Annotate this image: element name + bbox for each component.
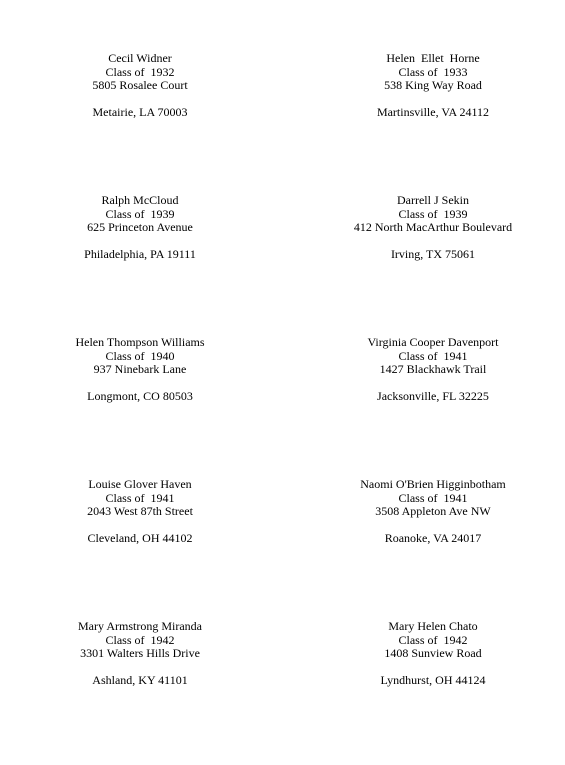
city-state-zip: Lyndhurst, OH 44124 bbox=[380, 673, 486, 687]
label-spacer bbox=[0, 519, 280, 533]
street-address: 2043 West 87th Street bbox=[87, 504, 193, 518]
class-year: Class of 1933 bbox=[398, 64, 468, 79]
class-year: Class of 1939 bbox=[398, 206, 468, 221]
recipient-name: Helen Ellet Horne bbox=[386, 51, 480, 65]
recipient-name: Mary Helen Chato bbox=[388, 619, 478, 633]
class-year: Class of 1932 bbox=[105, 64, 175, 79]
recipient-name: Helen Thompson Williams bbox=[75, 335, 205, 349]
street-address: 1408 Sunview Road bbox=[384, 646, 482, 660]
address-label bbox=[293, 478, 565, 546]
street-address: 1427 Blackhawk Trail bbox=[379, 362, 487, 376]
address-label bbox=[293, 620, 565, 688]
label-spacer bbox=[293, 661, 565, 675]
address-label bbox=[293, 194, 565, 262]
class-year: Class of 1940 bbox=[105, 348, 175, 363]
street-address: 412 North MacArthur Boulevard bbox=[353, 220, 513, 234]
class-year: Class of 1942 bbox=[105, 632, 175, 647]
city-state-zip: Roanoke, VA 24017 bbox=[384, 531, 482, 545]
recipient-name: Virginia Cooper Davenport bbox=[367, 335, 499, 349]
recipient-name: Mary Armstrong Miranda bbox=[78, 619, 202, 633]
label-spacer bbox=[293, 235, 565, 249]
address-label bbox=[0, 620, 280, 688]
street-address: 3301 Walters Hills Drive bbox=[80, 646, 200, 660]
recipient-name: Cecil Widner bbox=[108, 51, 172, 65]
label-spacer bbox=[0, 93, 280, 107]
city-state-zip: Ashland, KY 41101 bbox=[92, 673, 188, 687]
label-spacer bbox=[0, 235, 280, 249]
class-year: Class of 1941 bbox=[398, 348, 468, 363]
address-label bbox=[293, 336, 565, 404]
address-label bbox=[0, 478, 280, 546]
label-spacer bbox=[0, 377, 280, 391]
address-label bbox=[293, 52, 565, 120]
address-label bbox=[0, 336, 280, 404]
street-address: 625 Princeton Avenue bbox=[87, 220, 193, 234]
class-year: Class of 1941 bbox=[398, 490, 468, 505]
address-label bbox=[0, 52, 280, 120]
street-address: 5805 Rosalee Court bbox=[92, 78, 188, 92]
city-state-zip: Martinsville, VA 24112 bbox=[376, 105, 490, 119]
recipient-name: Darrell J Sekin bbox=[397, 193, 469, 207]
city-state-zip: Jacksonville, FL 32225 bbox=[377, 389, 489, 403]
label-spacer bbox=[293, 93, 565, 107]
label-spacer bbox=[293, 519, 565, 533]
label-spacer bbox=[0, 661, 280, 675]
label-spacer bbox=[293, 377, 565, 391]
recipient-name: Naomi O'Brien Higginbotham bbox=[360, 477, 506, 491]
class-year: Class of 1942 bbox=[398, 632, 468, 647]
city-state-zip: Longmont, CO 80503 bbox=[87, 389, 193, 403]
city-state-zip: Metairie, LA 70003 bbox=[92, 105, 188, 119]
address-label bbox=[0, 194, 280, 262]
recipient-name: Louise Glover Haven bbox=[88, 477, 192, 491]
recipient-name: Ralph McCloud bbox=[101, 193, 179, 207]
street-address: 3508 Appleton Ave NW bbox=[375, 504, 491, 518]
city-state-zip: Philadelphia, PA 19111 bbox=[84, 247, 196, 261]
class-year: Class of 1941 bbox=[105, 490, 175, 505]
city-state-zip: Cleveland, OH 44102 bbox=[87, 531, 193, 545]
street-address: 937 Ninebark Lane bbox=[93, 362, 187, 376]
class-year: Class of 1939 bbox=[105, 206, 175, 221]
city-state-zip: Irving, TX 75061 bbox=[390, 247, 476, 261]
street-address: 538 King Way Road bbox=[384, 78, 482, 92]
